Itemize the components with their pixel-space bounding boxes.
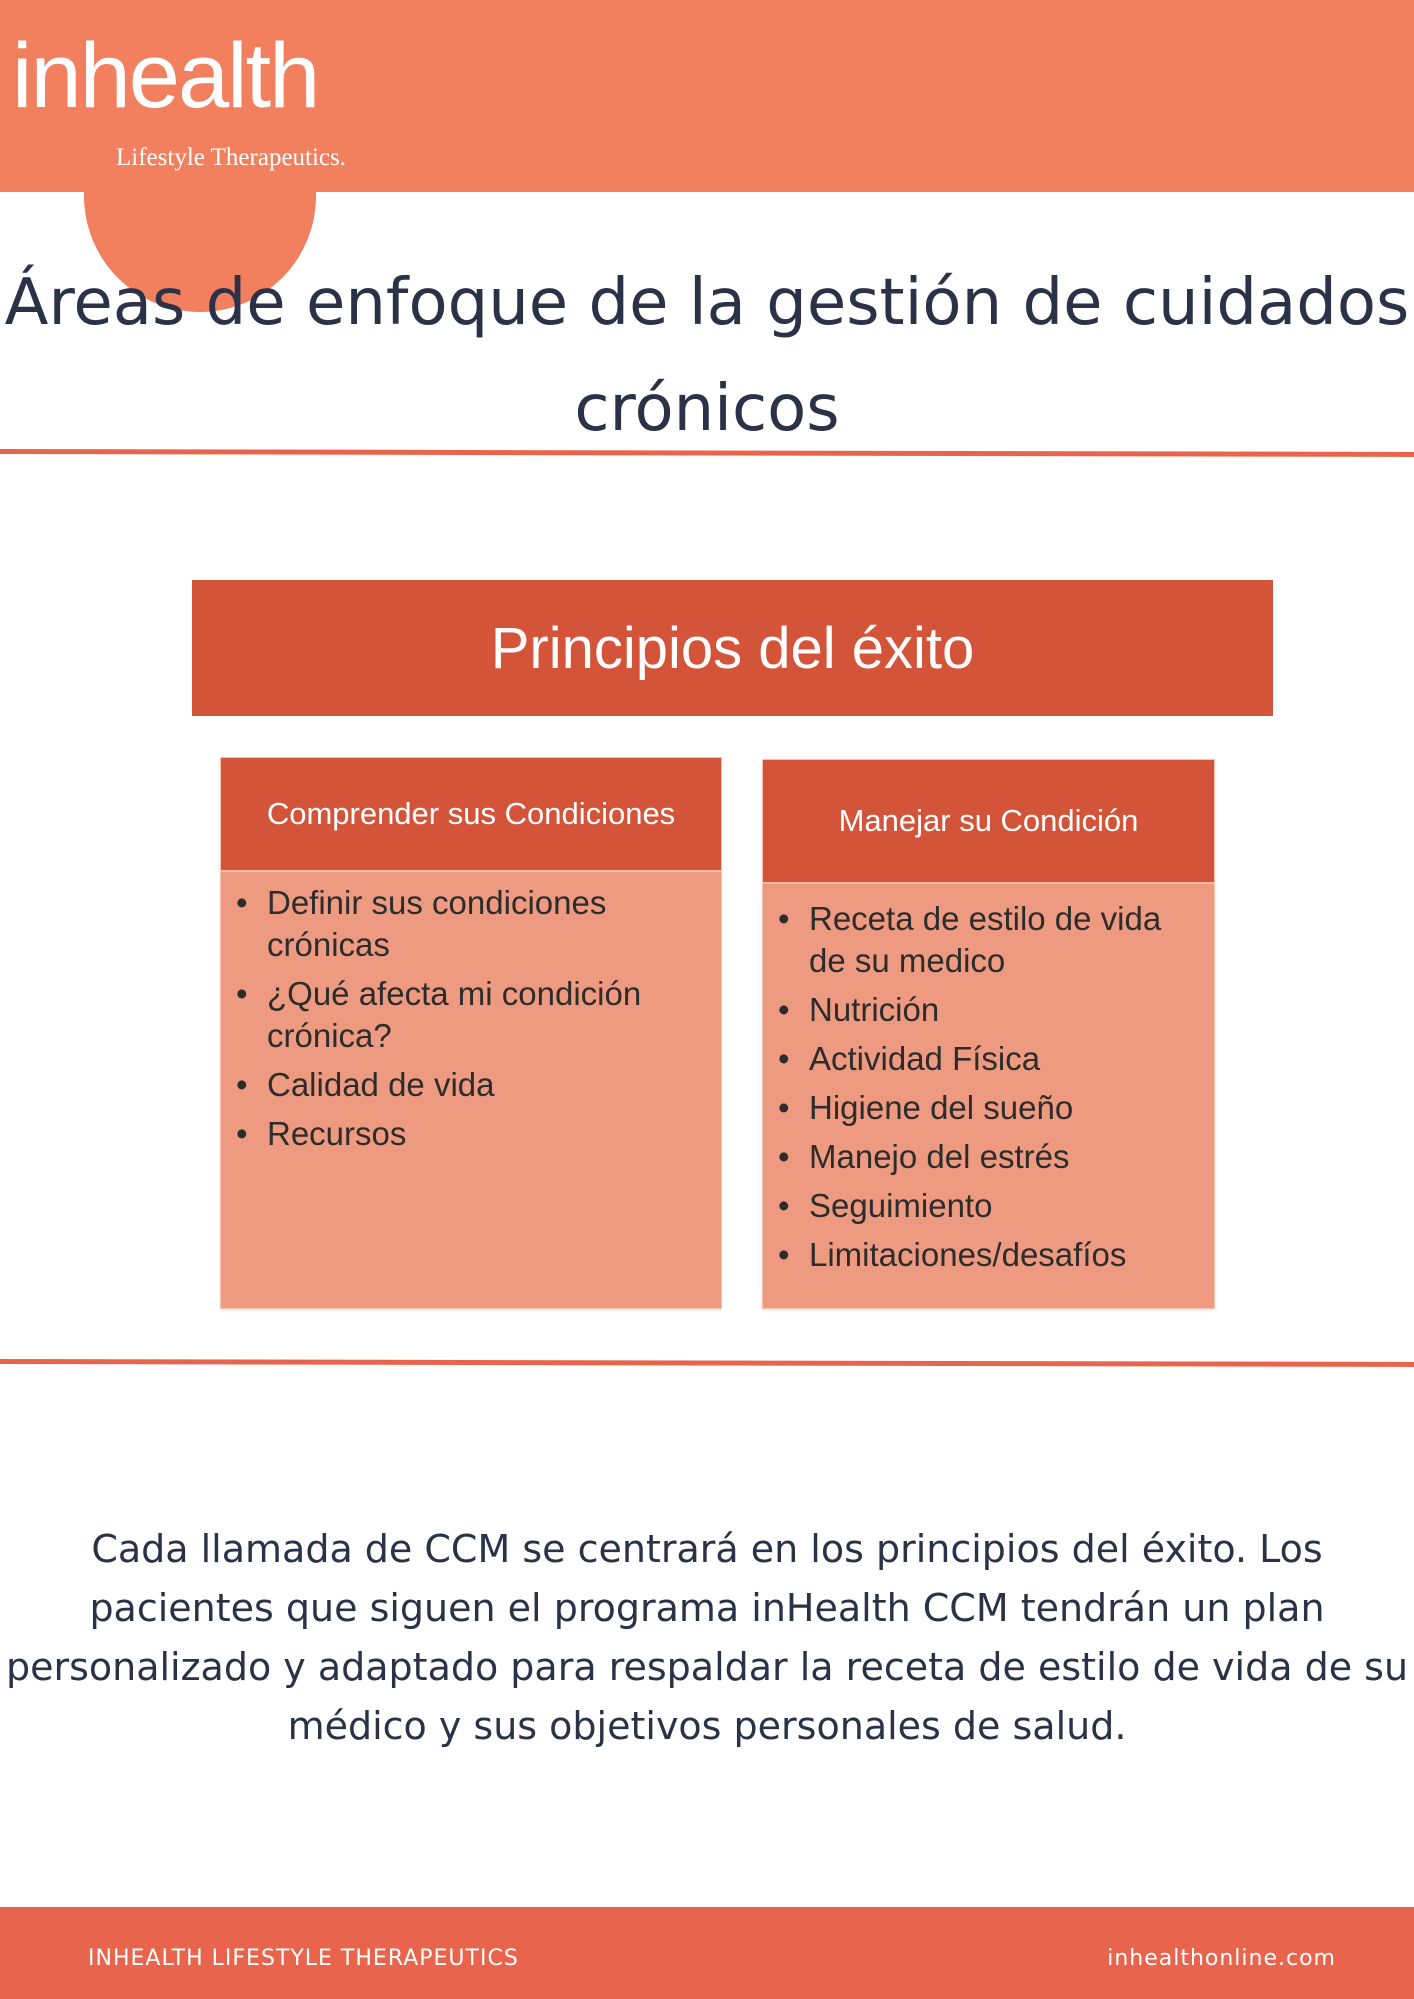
manage-condition-list	[763, 898, 1214, 1276]
list-item: • Definir sus condiciones crónicas	[267, 882, 701, 966]
manage-condition-heading: Manejar su Condición	[763, 760, 1214, 884]
list-item: • Higiene del sueño	[809, 1087, 1198, 1129]
list-item: • Calidad de vida	[267, 1064, 701, 1106]
list-item: • Nutrición	[809, 989, 1198, 1031]
brand-tagline: Lifestyle Therapeutics.	[116, 144, 347, 171]
understand-conditions-list	[221, 882, 721, 1155]
list-item: • Recursos	[267, 1113, 701, 1155]
list-item: • Actividad Física	[809, 1038, 1198, 1080]
list-item: • Receta de estilo de vida de su medico	[809, 898, 1198, 982]
understand-conditions-card	[221, 758, 721, 1308]
list-item: • Seguimiento	[809, 1185, 1198, 1227]
understand-conditions-heading: Comprender sus Condiciones	[221, 758, 721, 872]
list-item: • Limitaciones/desafíos	[809, 1234, 1198, 1276]
manage-condition-card	[763, 760, 1214, 1308]
principles-banner: Principios del éxito	[192, 580, 1273, 716]
footer-company: INHEALTH LIFESTYLE THERAPEUTICS	[88, 1946, 519, 1971]
summary-paragraph: Cada llamada de CCM se centrará en los principios del éxito. Los pacientes que siguen el programa inHealth CCM tendrán un plan personalizado y adaptado para respaldar la receta de estilo de vida de su médico y sus objetivos personales de salud.	[5, 1527, 1409, 1748]
list-item: • ¿Qué afecta mi condición crónica?	[267, 973, 701, 1057]
footer-website-link[interactable]: inhealthonline.com	[1107, 1946, 1336, 1971]
brand-logo: inhealth	[12, 25, 319, 127]
list-item: • Manejo del estrés	[809, 1136, 1198, 1178]
page-title: Áreas de enfoque de la gestión de cuidados crónicos	[4, 266, 1410, 446]
divider-bottom	[0, 1359, 1414, 1367]
